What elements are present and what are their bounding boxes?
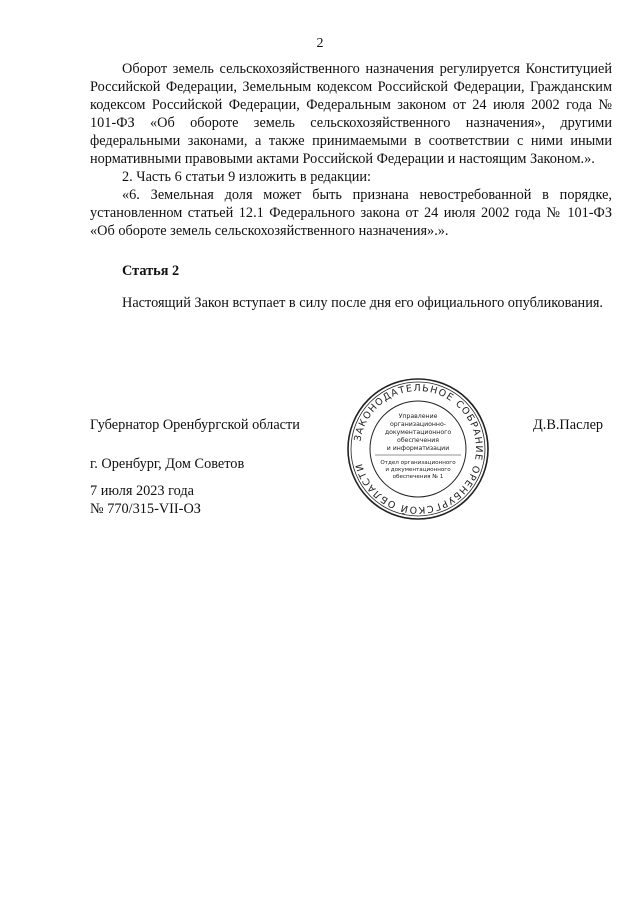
svg-text:обеспечения № 1: обеспечения № 1 bbox=[392, 474, 444, 480]
stamp-seal-icon bbox=[343, 374, 493, 524]
svg-text:и информатизации: и информатизации bbox=[386, 445, 450, 452]
paragraph-turnover: Оборот земель сельскохозяйственного назначения регулируется Конституцией Российской Федерации, Земельным кодексом Российской Федерации, Гражданским кодексом Российской Федерации, Федеральным законом от 24 июля 2002 года № 101-ФЗ «Об обороте земель сельскохозяйственного назначения», другими федеральными законами, а также принимаемыми в соответствии с ними иными нормативными правовыми актами Российской Федерации и настоящим Законом.». bbox=[90, 61, 612, 167]
paragraph-part6: 2. Часть 6 статьи 9 изложить в редакции: bbox=[122, 169, 372, 185]
signature-name: Д.В.Паслер bbox=[533, 417, 604, 433]
signature-position: Губернатор Оренбургской области bbox=[90, 417, 300, 433]
svg-text:Отдел организационного: Отдел организационного bbox=[380, 460, 456, 466]
svg-text:документационного: документационного bbox=[384, 429, 452, 436]
page-number: 2 bbox=[316, 36, 324, 51]
law-number: № 770/315-VII-ОЗ bbox=[90, 501, 201, 517]
document-body bbox=[90, 60, 612, 312]
signature-place: г. Оренбург, Дом Советов bbox=[90, 456, 245, 472]
paragraph-land-share: «6. Земельная доля может быть признана невостребованной в порядке, установленном статьей 12.1 Федерального закона от 24 июля 2002 года № 101-ФЗ «Об обороте земель сельскохозяйственного назначения».». bbox=[90, 187, 612, 239]
article-title: Статья 2 bbox=[122, 263, 180, 279]
law-date: 7 июля 2023 года bbox=[90, 483, 195, 499]
official-stamp bbox=[343, 374, 493, 524]
svg-text:и документационного: и документационного bbox=[385, 467, 451, 473]
svg-text:организационно-: организационно- bbox=[389, 421, 447, 428]
svg-text:обеспечения: обеспечения bbox=[397, 437, 439, 444]
svg-text:Управление: Управление bbox=[398, 413, 438, 420]
article-text: Настоящий Закон вступает в силу после дня его официального опубликования. bbox=[122, 295, 603, 311]
svg-text:ЗАКОНОДАТЕЛЬНОЕ СОБРАНИЕ ОРЕНБ: ЗАКОНОДАТЕЛЬНОЕ СОБРАНИЕ ОРЕНБУРГСКОЙ ОБЛАСТИ bbox=[352, 382, 485, 516]
